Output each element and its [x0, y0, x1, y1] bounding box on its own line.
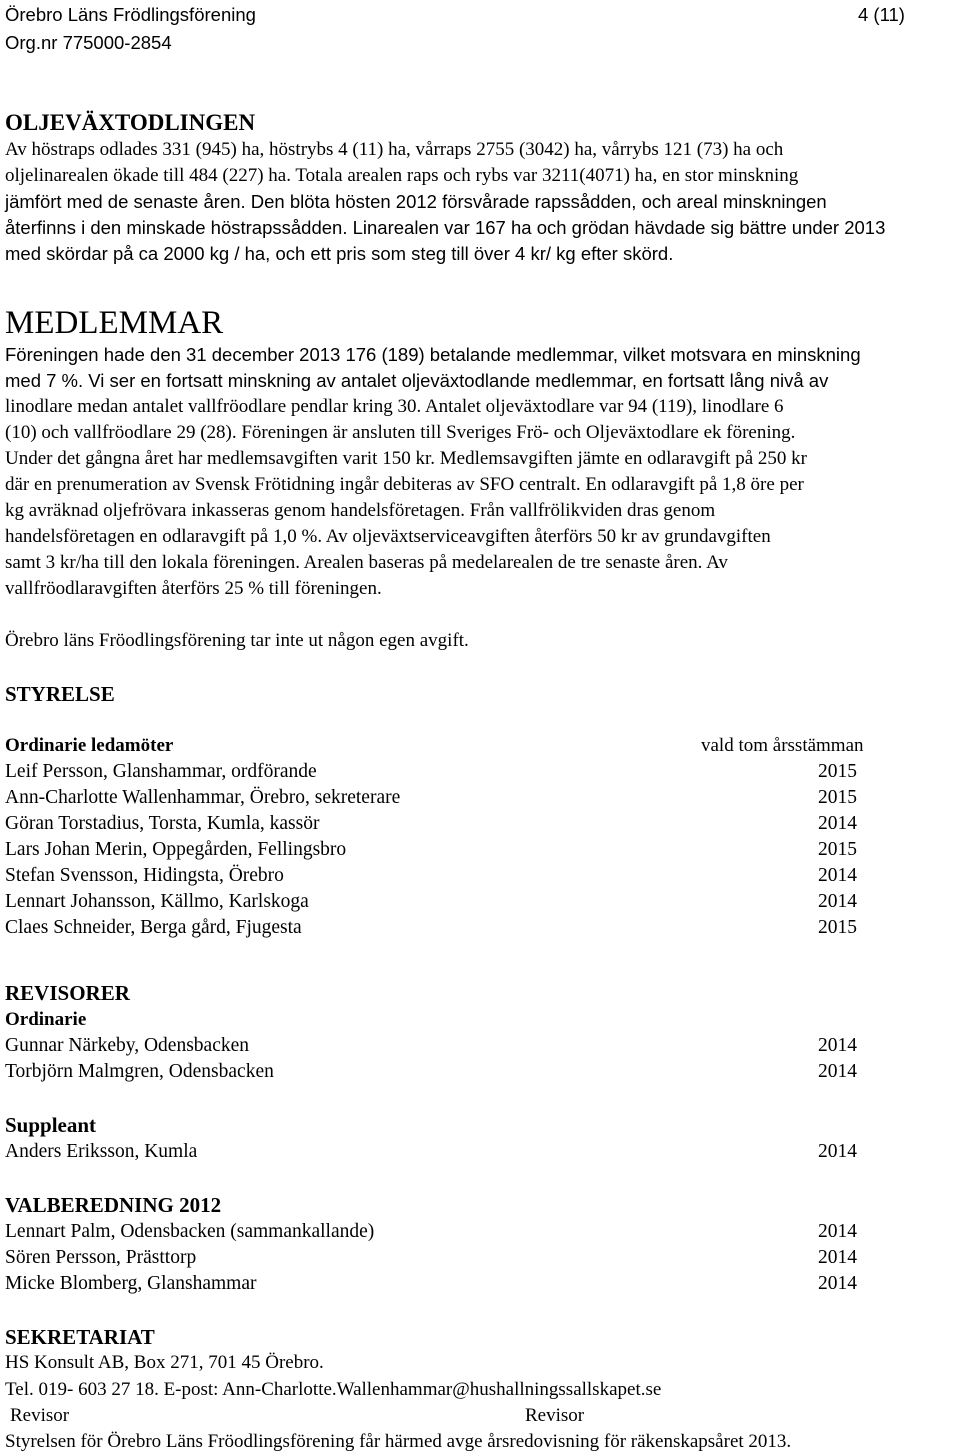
board-member-year: 2014 [818, 813, 857, 834]
paragraph-line: Under det gångna året har medlemsavgiften varit 150 kr. Medlemsavgiften jämte en odlaravgift på 250 kr [5, 448, 807, 469]
revisorer-ordinarie-label: Ordinarie [5, 1009, 87, 1030]
auditor-name: Torbjörn Malmgren, Odensbacken [5, 1061, 274, 1082]
board-member-year: 2015 [818, 761, 857, 782]
board-member-year: 2015 [818, 787, 857, 808]
auditor-year: 2014 [818, 1061, 857, 1082]
revisorer-suppleant-label: Suppleant [5, 1113, 97, 1137]
section-heading-oljevaxt: OLJEVÄXTODLINGEN [5, 110, 256, 135]
board-member-name: Göran Torstadius, Torsta, Kumla, kassör [5, 813, 320, 834]
board-member-name: Ann-Charlotte Wallenhammar, Örebro, sekreterare [5, 787, 401, 808]
board-member-name: Leif Persson, Glanshammar, ordförande [5, 761, 317, 782]
paragraph-line: med 7 %. Vi ser en fortsatt minskning av antalet oljeväxtodlande medlemmar, en fortsatt lång nivå av [5, 370, 829, 391]
board-member-year: 2014 [818, 865, 857, 886]
section-heading-valberedning: VALBEREDNING 2012 [5, 1193, 222, 1217]
board-member-name: Lennart Johansson, Källmo, Karlskoga [5, 891, 309, 912]
board-member-name: Claes Schneider, Berga gård, Fjugesta [5, 917, 302, 938]
section-heading-medlemmar: MEDLEMMAR [5, 305, 224, 341]
annual-report-statement: Styrelsen för Örebro Läns Fröodlingsförening får härmed avge årsredovisning för räkenskapsåret 2013. [5, 1431, 792, 1452]
nomination-member-year: 2014 [818, 1273, 857, 1294]
paragraph-line: där en prenumeration av Svensk Frötidning ingår debiteras av SFO centralt. En odlaravgift på 1,8 öre per [5, 474, 804, 495]
paragraph-line: återfinns i den minskade höstrapssådden. Linarealen var 167 ha och grödan hävdade sig bättre under 2013 [5, 217, 886, 238]
paragraph-line: Av höstraps odlades 331 (945) ha, höstrybs 4 (11) ha, vårraps 2755 (3042) ha, vårrybs 121 (73) ha och [5, 139, 784, 160]
auditor-year: 2014 [818, 1035, 857, 1056]
paragraph-line: Föreningen hade den 31 december 2013 176 (189) betalande medlemmar, vilket motsvara en minskning [5, 344, 861, 365]
paragraph-line: kg avräknad oljefrövara inkasseras genom handelsföretagen. Från vallfrölikviden dras genom [5, 500, 716, 521]
nomination-member-name: Lennart Palm, Odensbacken (sammankallande) [5, 1221, 375, 1242]
page-number: 4 (11) [858, 4, 905, 25]
paragraph-line: oljelinarealen ökade till 484 (227) ha. Totala arealen raps och rybs var 3211(4071) ha, en stor minskning [5, 165, 799, 186]
paragraph-line: vallfröodlaravgiften återförs 25 % till föreningen. [5, 578, 382, 599]
secretariat-address: HS Konsult AB, Box 271, 701 45 Örebro. [5, 1352, 324, 1373]
nomination-member-year: 2014 [818, 1221, 857, 1242]
paragraph-line: (10) och vallfröodlare 29 (28). Föreningen är ansluten till Sveriges Frö- och Oljeväxtodlare ek förening. [5, 422, 796, 443]
paragraph-line: linodlare medan antalet vallfröodlare pendlar kring 30. Antalet oljeväxtodlare var 94 (119), linodlare 6 [5, 396, 784, 417]
board-member-name: Lars Johan Merin, Oppegården, Fellingsbro [5, 839, 347, 860]
nomination-member-name: Micke Blomberg, Glanshammar [5, 1273, 257, 1294]
board-member-name: Stefan Svensson, Hidingsta, Örebro [5, 865, 284, 886]
styrelse-column-header-left: Ordinarie ledamöter [5, 735, 174, 756]
deputy-auditor-year: 2014 [818, 1141, 857, 1162]
revisor-signature-label-right: Revisor [525, 1405, 585, 1426]
secretariat-contact: Tel. 019- 603 27 18. E-post: Ann-Charlotte.Wallenhammar@hushallningssallskapet.se [5, 1379, 662, 1400]
revisor-signature-label-left: Revisor [10, 1405, 70, 1426]
board-member-year: 2015 [818, 839, 857, 860]
paragraph-line: handelsföretagen en odlaravgift på 1,0 %. Av oljeväxtserviceavgiften återförs 50 kr av grundavgiften [5, 526, 771, 547]
section-heading-styrelse: STYRELSE [5, 682, 115, 706]
auditor-name: Gunnar Närkeby, Odensbacken [5, 1035, 250, 1056]
section-heading-revisorer: REVISORER [5, 981, 130, 1005]
fee-note: Örebro läns Fröodlingsförening tar inte ut någon egen avgift. [5, 630, 469, 651]
board-member-year: 2015 [818, 917, 857, 938]
paragraph-line: med skördar på ca 2000 kg / ha, och ett pris som steg till över 4 kr/ kg efter skörd. [5, 243, 674, 264]
paragraph-line: jämfört med de senaste åren. Den blöta hösten 2012 försvårade rapssådden, och areal minskningen [5, 191, 827, 212]
deputy-auditor-name: Anders Eriksson, Kumla [5, 1141, 198, 1162]
section-heading-sekretariat: SEKRETARIAT [5, 1325, 155, 1349]
paragraph-line: samt 3 kr/ha till den lokala föreningen. Arealen baseras på medelarealen de tre senaste åren. Av [5, 552, 728, 573]
styrelse-column-header-right: vald tom årsstämman [701, 735, 864, 756]
org-number: Org.nr 775000-2854 [5, 32, 172, 53]
nomination-member-year: 2014 [818, 1247, 857, 1268]
nomination-member-name: Sören Persson, Prästtorp [5, 1247, 197, 1268]
org-name: Örebro Läns Frödlingsförening [5, 4, 256, 25]
board-member-year: 2014 [818, 891, 857, 912]
